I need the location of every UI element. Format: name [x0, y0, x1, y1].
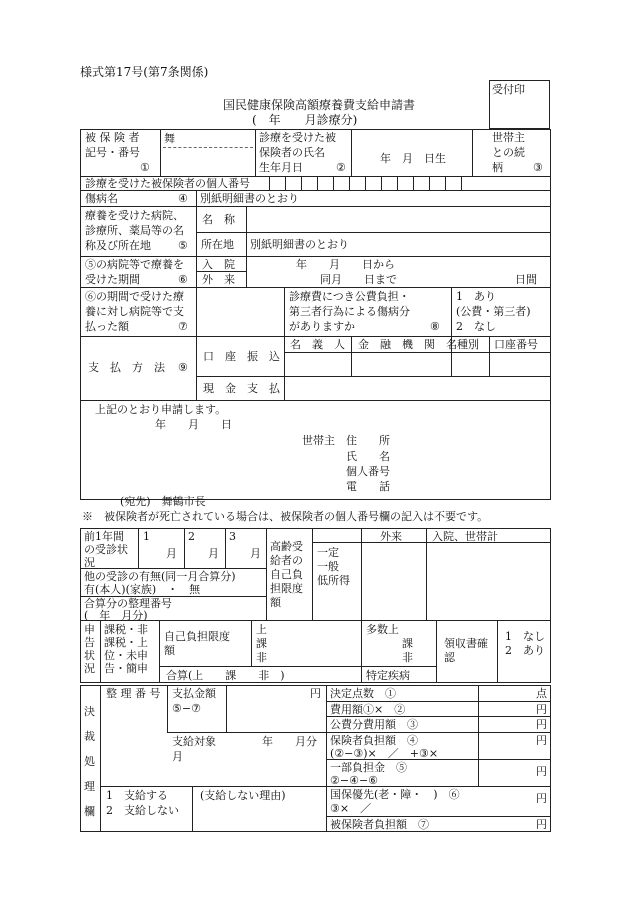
account-type-header: 種別 [457, 338, 479, 351]
elderly-label-4: 担限度 [270, 582, 303, 595]
public-burden-label-1: 診療費につき公費負担・ [289, 290, 410, 303]
receipt-exists[interactable]: 2 あり [505, 644, 545, 657]
elderly-label-3: 自己負 [270, 568, 303, 581]
tier-fixed[interactable]: 一定 [317, 546, 339, 559]
partial-burden-formula: ②−④−⑥ [330, 774, 379, 787]
tax-status-4: 告・簡申 [104, 662, 148, 675]
partial-burden-yen: 円 [536, 765, 547, 778]
hospital-label-1: 療養を受けた病院、 [85, 209, 184, 222]
patient-name-label-2: 保険者の氏名 [259, 146, 325, 159]
householder-label: 世帯主 [302, 434, 335, 447]
note: ※ 被保険者が死亡されている場合は、被保険者の個人番号欄の記入は不要です。 [82, 510, 489, 523]
relation-num: ③ [533, 161, 543, 174]
prev-year-label-1: 前1年間 [84, 530, 124, 543]
nhi-priority: 国保優先(老・障・ ) ⑥ [330, 788, 460, 801]
payment-method-num: ⑨ [178, 361, 188, 374]
inpatient-household-header: 入院、世帯計 [432, 530, 498, 543]
public-burden-num: ⑧ [430, 320, 440, 333]
tax-status-2: 課税・上 [104, 636, 148, 649]
cost-amount: 費用額①× ② [330, 703, 406, 716]
public-burden-label-2: 第三者行為による傷病分 [289, 305, 410, 318]
decided-points: 決定点数 ① [330, 687, 396, 700]
public-burden-opt-1[interactable]: 1 あり [456, 290, 496, 303]
period-from[interactable]: 年 月 日から [296, 258, 395, 271]
elderly-label-2: 給者の [270, 554, 303, 567]
tax-status-1: 課税・非 [104, 623, 148, 636]
outpatient-header: 外来 [380, 530, 402, 543]
receipt-stamp-label: 受付印 [492, 83, 525, 96]
paid-amount-num: ⑦ [178, 320, 188, 333]
hospital-address-value[interactable]: 別紙明細書のとおり [250, 238, 349, 251]
patient-name-label-1: 診療を受けた被 [259, 131, 336, 144]
application-label-2: 告 [84, 636, 95, 649]
payment-amount-formula: ⑤−⑦ [172, 702, 201, 715]
addressee: (宛先) 舞鶴市長 [120, 495, 206, 508]
relation-label-3: 柄 [492, 161, 503, 174]
tier-general[interactable]: 一般 [317, 560, 339, 573]
declaration-date[interactable]: 年 月 日 [155, 418, 232, 431]
application-label-4: 況 [84, 662, 95, 675]
hospital-name-label: 名 称 [202, 213, 235, 226]
pay-option[interactable]: 1 支給する [106, 789, 168, 802]
bank-name-header: 金 融 機 関 名 [358, 338, 457, 351]
tier-low-income[interactable]: 低所得 [317, 574, 350, 587]
address-label: 住 所 [346, 434, 390, 447]
declaration-text: 上記のとおり申請します。 [95, 403, 227, 416]
decision-label-2: 裁 [84, 730, 95, 743]
reference-number-label: 整 理 番 号 [106, 687, 161, 700]
period-days[interactable]: 日間 [515, 273, 537, 286]
paid-amount-label-1: ⑥の期間で受けた療 [85, 290, 184, 303]
multi-taxed[interactable]: 課 [402, 637, 413, 650]
target-label-2: 月 [172, 750, 183, 763]
payment-amount-label: 支払金額 [172, 687, 216, 700]
period-num: ⑥ [178, 273, 188, 286]
target-label-1: 支給対象 [172, 735, 216, 748]
period-outpatient[interactable]: 外 来 [202, 273, 235, 286]
personal-number-sign-label: 個人番号 [346, 465, 390, 478]
hospital-address-label: 所在地 [201, 238, 234, 251]
insured-no-label-2: 記号・番号 [85, 146, 140, 159]
hospital-label-3: 称及び所在地 [85, 239, 151, 252]
payment-amount-yen: 円 [310, 687, 321, 700]
public-burden-label-3: がありますか [289, 320, 355, 333]
paid-amount-label-2: 養に対し病院等で支 [85, 305, 184, 318]
insured-no-label-1: 被 保 険 者 [85, 131, 140, 144]
public-cost-yen: 円 [536, 718, 547, 731]
specific-disease: 特定疾病 [366, 669, 410, 682]
insured-no-value[interactable]: 舞 [164, 132, 175, 145]
application-label-1: 申 [84, 623, 95, 636]
insured-burden: 被保険者負担額 ⑦ [330, 818, 429, 831]
account-number-header: 口座番号 [494, 338, 538, 351]
period-inpatient[interactable]: 入 院 [202, 258, 235, 271]
payment-method-label: 支 払 方 法 [88, 361, 165, 374]
disease-label: 傷病名 [85, 192, 118, 205]
combined-status[interactable]: 合算(上 課 非 ) [166, 669, 285, 682]
limit-nontaxed[interactable]: 非 [256, 651, 267, 664]
decision-label-3: 処 [84, 755, 95, 768]
prev-2: 2 [188, 530, 195, 543]
form-title: 国民健康保険高額療養費支給申請書 [223, 98, 416, 112]
decision-label-1: 決 [84, 705, 95, 718]
insured-burden-yen: 円 [536, 818, 547, 831]
insurer-burden: 保険者負担額 ④ [330, 734, 418, 747]
limit-upper[interactable]: 上 [256, 623, 267, 636]
public-cost-amount: 公費分費用額 ③ [330, 718, 418, 731]
partial-burden: 一部負担金 ⑤ [330, 761, 407, 774]
prev-2-month[interactable]: 月 [208, 547, 219, 560]
nopay-reason-label: (支給しない理由) [200, 789, 286, 802]
form-number: 様式第17号(第7条関係) [80, 65, 209, 79]
nhi-priority-formula: ③× ／ [330, 802, 372, 815]
phone-label: 電 話 [346, 480, 390, 493]
other-visit-label: 他の受診の有無(同一月合算分) [84, 570, 236, 583]
elderly-label-5: 額 [270, 596, 281, 609]
decision-label-4: 理 [84, 780, 95, 793]
name-label: 氏 名 [346, 450, 390, 463]
relation-label-2: との続 [492, 146, 525, 159]
form-subtitle: ( 年 月診療分) [252, 113, 358, 127]
period-label-2: 受けた期間 [85, 273, 140, 286]
insured-no-num: ① [140, 161, 150, 174]
multi-upper[interactable]: 多数上 [366, 623, 399, 636]
paid-amount-label-3: 払った額 [85, 320, 129, 333]
decided-points-unit: 点 [536, 687, 547, 700]
other-visit-options[interactable]: 有(本人)(家族) ・ 無 [84, 583, 201, 596]
receipt-none[interactable]: 1 なし [505, 630, 545, 643]
nhi-priority-yen: 円 [536, 792, 547, 805]
prev-3: 3 [229, 530, 236, 543]
limit-label-2: 額 [164, 644, 175, 657]
hospital-num: ⑤ [178, 239, 188, 252]
account-holder-header: 名 義 人 [290, 338, 345, 351]
multi-nontaxed[interactable]: 非 [402, 651, 413, 664]
insurer-burden-yen: 円 [536, 734, 547, 747]
disease-value[interactable]: 別紙明細書のとおり [200, 192, 299, 205]
cost-amount-yen: 円 [536, 703, 547, 716]
application-label-3: 状 [84, 649, 95, 662]
period-label-1: ⑤の病院等で療養を [85, 258, 184, 271]
insurer-burden-formula: (②−③)× ／ +③× [330, 747, 439, 760]
period-to[interactable]: 同月 日まで [320, 273, 397, 286]
public-burden-opt-1b: (公費・第三者) [456, 305, 531, 318]
prev-1: 1 [143, 530, 150, 543]
prev-year-label-3: 況 [84, 556, 95, 569]
target-year-month[interactable]: 年 月分 [262, 735, 317, 748]
elderly-label-1: 高齢受 [270, 540, 303, 553]
personal-number-label: 診療を受けた被保険者の個人番号 [85, 177, 250, 190]
prev-year-label-2: の受診状 [84, 543, 128, 556]
prev-1-month[interactable]: 月 [166, 547, 177, 560]
limit-taxed[interactable]: 課 [256, 637, 267, 650]
patient-name-num: ② [336, 161, 346, 174]
sum-ref-label: 合算分の整理番号 [84, 597, 172, 610]
nopay-option[interactable]: 2 支給しない [106, 804, 179, 817]
payment-cash[interactable]: 現 金 支 払 [203, 382, 280, 395]
tax-status-3: 位・未申 [104, 649, 148, 662]
hospital-label-2: 診療所、薬局等の名 [85, 224, 184, 237]
prev-3-month[interactable]: 月 [250, 547, 261, 560]
payment-transfer[interactable]: 口 座 振 込 [203, 350, 280, 363]
receipt-check-label-2: 認 [444, 651, 455, 664]
decision-label-5: 欄 [84, 805, 95, 818]
receipt-check-label-1: 領収書確 [444, 637, 488, 650]
limit-label-1: 自己負担限度 [164, 630, 230, 643]
disease-num: ④ [178, 192, 188, 205]
public-burden-opt-2[interactable]: 2 なし [456, 320, 496, 333]
sum-ref-month: ( 年 月分) [84, 609, 148, 622]
patient-dob[interactable]: 年 月 日生 [380, 152, 446, 165]
patient-name-label-3: 生年月日 [259, 161, 303, 174]
relation-label-1: 世帯主 [492, 131, 525, 144]
